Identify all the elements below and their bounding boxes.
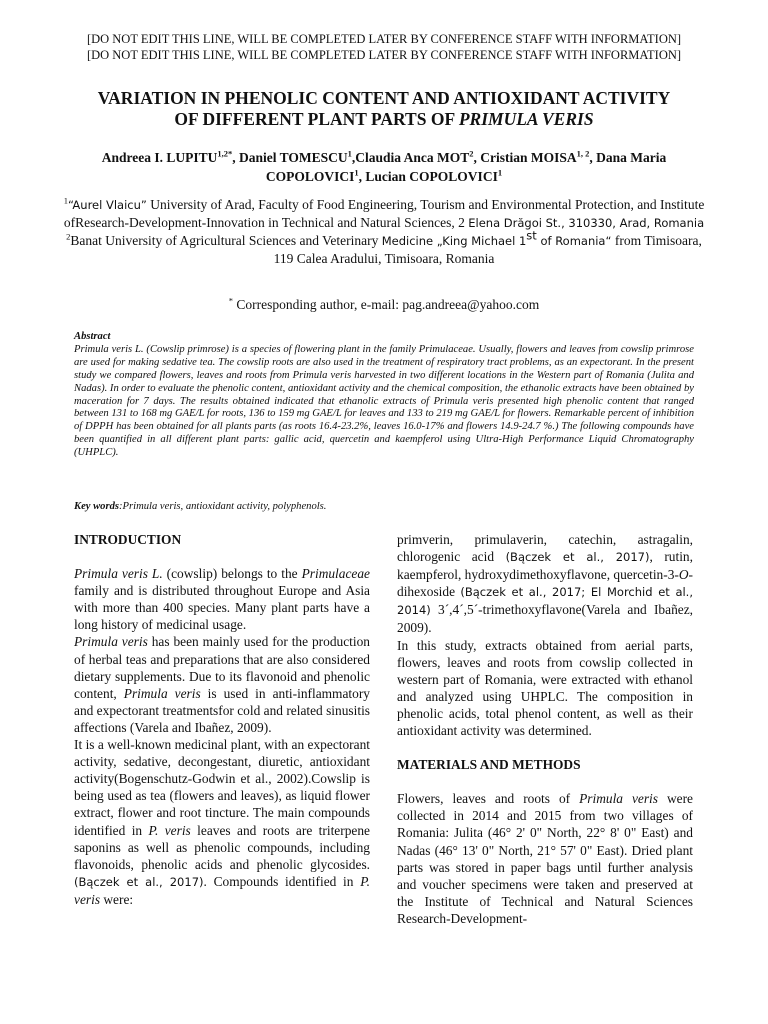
right-p1-citation-2: (Bączek et al., 2017; <box>460 585 586 600</box>
right-paragraph-2: In this study, extracts obtained from aerial parts, flowers, leaves and roots from cowslip collected in western part of Romania, were extracted with ethanol and analyzed using UHPLC. The composition in phenolic acids, total phenol content, as well as their antioxidant activity was determined. <box>397 637 693 739</box>
intro-p3-text-2: leaves and roots are triterpene saponins as well as phenolic compounds, including flavonoids, phenolic acids and phenolic glycosides. <box>74 822 370 872</box>
intro-paragraph-3 <box>74 736 370 908</box>
author-3-sup: 2 <box>469 148 474 159</box>
author-1: Andreea I. LUPITU <box>101 150 218 165</box>
right-p1-citation-1: (Bączek et al., 2017) <box>505 550 650 565</box>
intro-p3-text-1: It is a well-known medicinal plant, with an expectorant activity, sedative, decongestant, diuretic, antioxidant activity(Bogenschutz-Godwin et al., 2002).Cowslip is being used as tea (flowers and leaves), as liquid flower extract, flower and root tincture. The main compounds identified in <box>74 737 370 838</box>
affiliation-2-sup: 2 <box>66 231 71 242</box>
abstract-text: Primula veris L. (Cowslip primrose) is a species of flowering plant in the family Primulaceae. Usually, flowers and leaves from cowslip primrose are used for making sedative tea. The cowslip roots are also used in the treatment of respiratory tract problems, as an expectorant. In the present study we compared flowers, leaves and roots from Primula veris harvested in two different locations in the Western part of Romania (Julita and Nadas). In order to evaluate the phenolic content, antioxidant activity and the chemical composition, the ethanolic extracts have been obtained by maceration for 7 days. The results obtained indicated that ethanolic extracts of Primula veris presented high phenolic content that ranged between 131 to 168 mg GAE/L for roots, 136 to 159 mg GAE/L for leaves and 133 to 219 mg GAE/L for flowers. Remarkable percent of inhibition of DPPH has been obtained for all plants parts (as roots 16.4-23.2%, leaves 16.0-17% and flowers 14.9-24.7 %.) The following compounds have been quantified in all different plant parts: gallic acid, quercetin and kaempferol using Ultra-High Performance Liquid Chromatography (UHPLC). <box>74 343 694 459</box>
author-5-sup: 1 <box>354 167 359 178</box>
conference-header-line-2: [DO NOT EDIT THIS LINE, WILL BE COMPLETED LATER BY CONFERENCE STAFF WITH INFORMATION] <box>86 48 682 62</box>
intro-p3-text-3: . Compounds identified in <box>203 873 361 889</box>
affiliation-1-text: University of Arad, Faculty of Food Engineering, Tourism and Environmental Protection, and Institute ofResearch-Development-Innovation in Technical and Natural Sciences, 2 <box>63 197 705 230</box>
right-p3-text-2: were collected in 2014 and 2015 from two villages of Romania: Julita (46° 2' 0" North, 22° 8' 0" East) and Nadas (46° 13' 0" North, 21° 57' 0" East). Dried plant parts was stored in paper bags until further analysis and voucher specimens were taken and preserved at the Institute of Technical and Natural Sciences Research-Development- <box>397 791 693 926</box>
intro-p2-text-2: is used in anti-inflammatory and expectorant treatmentsfor cold and related sinusitis affections (Varela and Ibañez, 2009). <box>74 685 370 735</box>
author-1-sup: 1,2* <box>217 148 233 159</box>
affiliation-2-text: Banat University of Agricultural Sciences and Veterinary <box>70 233 382 248</box>
affiliation-2-ordinal: st <box>526 228 537 243</box>
right-p1-text-4: 3´,4´,5´-trimethoxyflavone(Varela and Ibañez, 2009). <box>397 602 693 636</box>
keywords <box>74 500 694 513</box>
affiliations <box>60 196 708 268</box>
author-6: , Lucian COPOLOVICI <box>358 169 498 184</box>
author-2-sup: 1 <box>347 148 352 159</box>
intro-p2-species-1: Primula veris <box>74 634 148 650</box>
conference-header-line-1: [DO NOT EDIT THIS LINE, WILL BE COMPLETED LATER BY CONFERENCE STAFF WITH INFORMATION] <box>86 32 682 46</box>
left-column <box>74 531 370 908</box>
intro-p1-text-1: (cowslip) belongs to the <box>162 566 302 582</box>
author-6-sup: 1 <box>497 167 503 178</box>
author-2: , Daniel TOMESCU <box>232 150 348 165</box>
intro-paragraph-1 <box>74 565 370 633</box>
author-3: ,Claudia Anca MOT <box>351 150 470 165</box>
author-4-sup: 1, 2 <box>576 148 590 159</box>
intro-p2-species-2: Primula veris <box>123 685 201 701</box>
keywords-label: Key words <box>74 501 120 512</box>
title-line-2-text: OF DIFFERENT PLANT PARTS OF <box>174 109 459 129</box>
right-p1-text-1: primverin, primulaverin, catechin, astragalin, chlorogenic acid <box>397 532 693 565</box>
right-paragraph-3 <box>397 790 693 927</box>
right-p1-citation-3: El Morchid et al., 2014) <box>397 585 693 618</box>
title-line-1: VARIATION IN PHENOLIC CONTENT AND ANTIOXIDANT ACTIVITY <box>97 88 671 108</box>
corresponding-author <box>60 296 708 314</box>
right-p3-text-1: Flowers, leaves and roots of <box>397 791 580 807</box>
right-p3-species: Primula veris <box>579 791 658 807</box>
author-5: , Dana Maria COPOLOVICI <box>265 150 667 184</box>
affiliation-1-sup: 1 <box>63 195 68 206</box>
intro-p3-text-4: were: <box>100 891 134 907</box>
intro-p3-citation: (Bączek et al., 2017) <box>74 874 204 889</box>
affiliation-1-quote: “Aurel Vlaicu” <box>67 198 147 212</box>
affiliation-2-medicine: Medicine „King Michael 1 <box>381 234 527 248</box>
affiliation-2-romania: of Romania“ <box>536 234 612 248</box>
right-paragraph-1 <box>397 531 693 637</box>
intro-p1-text-2: family and is distributed throughout Europe and Asia with more than 400 species. Many plant parts have a long history of medicinal usage. <box>74 583 370 633</box>
title-line-2 <box>40 109 728 130</box>
paper-title <box>40 88 728 130</box>
affiliation-1-address: Elena Drăgoi St., 310330, Arad, Romania <box>468 216 705 230</box>
corresponding-sup: * <box>228 295 234 306</box>
corresponding-text: Corresponding author, e-mail: pag.andreea@yahoo.com <box>233 297 540 312</box>
right-p1-text-3: -dihexoside <box>397 567 693 600</box>
affiliation-2-address: from Timisoara, 119 Calea Aradului, Timisoara, Romania <box>273 233 702 266</box>
author-4: , Cristian MOISA <box>473 150 577 165</box>
materials-methods-heading: MATERIALS AND METHODS <box>397 757 581 773</box>
keywords-text: :Primula veris, antioxidant activity, polyphenols. <box>119 501 327 512</box>
abstract-heading: Abstract <box>74 331 111 342</box>
right-column <box>397 531 693 927</box>
abstract <box>74 331 694 460</box>
intro-p1-family: Primulaceae <box>301 566 370 582</box>
intro-p1-species: Primula veris L. <box>74 566 163 582</box>
affiliation-1 <box>60 196 708 232</box>
right-p1-italic-o: O <box>678 567 689 583</box>
intro-paragraph-2 <box>74 633 370 736</box>
intro-p3-species-1: P. veris <box>148 822 191 838</box>
title-species: PRIMULA VERIS <box>458 109 594 129</box>
introduction-heading: INTRODUCTION <box>74 532 182 547</box>
intro-p2-text-1: has been mainly used for the production of herbal teas and preparations that are also considered dietary supplements. Due to its flavonoid and phenolic content, <box>74 634 370 701</box>
intro-p3-species-2: P. veris <box>74 873 371 907</box>
right-p1-text-2: , rutin, kaempferol, hydroxydimethoxyflavone, quercetin-3- <box>397 549 693 583</box>
author-list <box>60 148 708 186</box>
conference-header <box>0 31 768 63</box>
affiliation-2 <box>60 228 708 268</box>
